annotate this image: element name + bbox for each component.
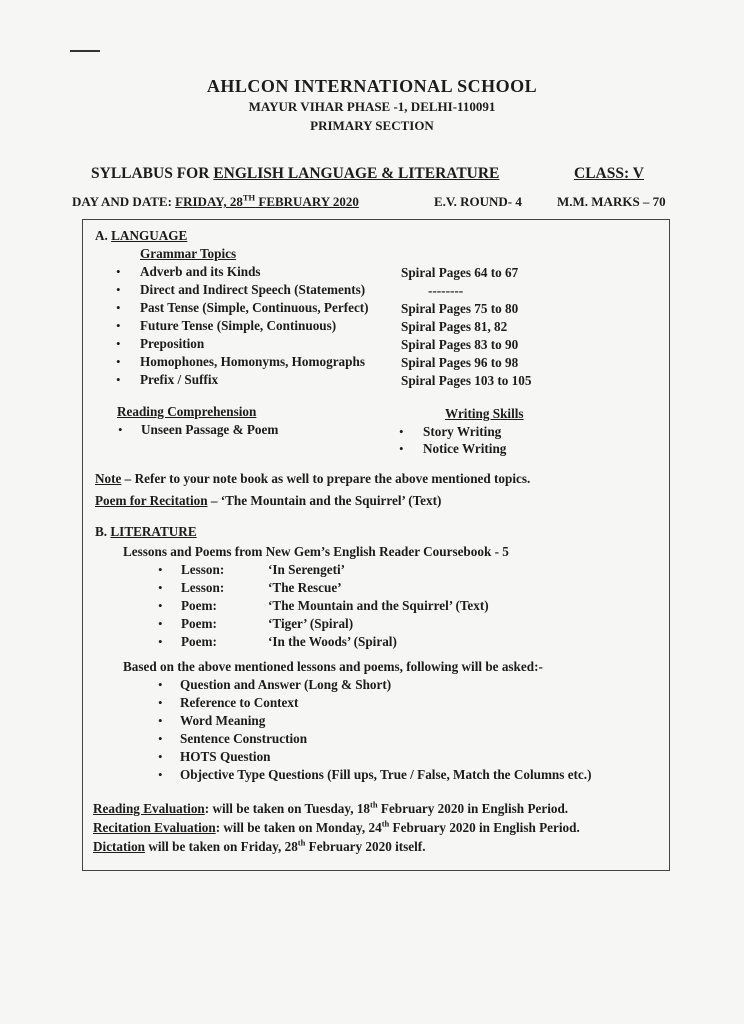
grammar-pages: -------- xyxy=(428,283,464,298)
literature-intro: Lessons and Poems from New Gem’s English Reader Coursebook - 5 xyxy=(123,544,509,559)
asked-intro: Based on the above mentioned lessons and poems, following will be asked:- xyxy=(123,659,543,674)
round-label: E.V. ROUND- 4 xyxy=(434,194,522,209)
literature-title: ‘The Mountain and the Squirrel’ (Text) xyxy=(268,598,489,613)
bullet: • xyxy=(399,441,404,456)
grammar-topic: Preposition xyxy=(140,336,205,351)
grammar-topic: Past Tense (Simple, Continuous, Perfect) xyxy=(140,300,369,315)
class-label: CLASS: V xyxy=(574,165,644,182)
date-line: DAY AND DATE: FRIDAY, 28TH FEBRUARY 2020 xyxy=(72,192,359,209)
bullet: • xyxy=(116,300,121,315)
max-marks: M.M. MARKS – 70 xyxy=(557,194,666,209)
bullet: • xyxy=(158,713,163,728)
writing-item: Story Writing xyxy=(423,424,502,439)
grammar-pages: Spiral Pages 64 to 67 xyxy=(401,265,519,280)
bullet: • xyxy=(116,282,121,297)
literature-type: Lesson: xyxy=(181,580,225,595)
syllabus-subject: ENGLISH LANGUAGE & LITERATURE xyxy=(213,165,500,182)
school-name: AHLCON INTERNATIONAL SCHOOL xyxy=(206,76,538,96)
grammar-pages: Spiral Pages 81, 82 xyxy=(401,319,508,334)
grammar-pages: Spiral Pages 103 to 105 xyxy=(401,373,532,388)
reading-heading: Reading Comprehension xyxy=(117,404,257,419)
literature-type: Poem: xyxy=(181,598,217,613)
asked-item: Objective Type Questions (Fill ups, True / False, Match the Columns etc.) xyxy=(180,767,592,782)
scan-mark xyxy=(70,50,100,52)
bullet: • xyxy=(399,424,404,439)
syllabus-title: SYLLABUS FOR ENGLISH LANGUAGE & LITERATURE xyxy=(91,165,500,182)
asked-item: HOTS Question xyxy=(180,749,271,764)
grammar-pages: Spiral Pages 83 to 90 xyxy=(401,337,519,352)
bullet: • xyxy=(116,372,121,387)
bullet: • xyxy=(116,318,121,333)
grammar-topic: Prefix / Suffix xyxy=(140,372,219,387)
bullet: • xyxy=(116,336,121,351)
literature-title: ‘In the Woods’ (Spiral) xyxy=(268,634,397,649)
exam-date: FRIDAY, 28TH FEBRUARY 2020 xyxy=(175,192,359,209)
bullet: • xyxy=(116,354,121,369)
literature-title: ‘In Serengeti’ xyxy=(268,562,346,577)
bullet: • xyxy=(158,598,163,613)
reading-item: Unseen Passage & Poem xyxy=(141,422,279,437)
asked-item: Question and Answer (Long & Short) xyxy=(180,677,392,692)
asked-item: Sentence Construction xyxy=(180,731,308,746)
writing-heading: Writing Skills xyxy=(445,406,524,421)
grammar-topic: Direct and Indirect Speech (Statements) xyxy=(140,282,366,297)
writing-item: Notice Writing xyxy=(423,441,507,456)
syllabus-box xyxy=(82,219,670,871)
bullet: • xyxy=(158,749,163,764)
literature-title: ‘Tiger’ (Spiral) xyxy=(268,616,354,631)
literature-type: Poem: xyxy=(181,616,217,631)
literature-type: Poem: xyxy=(181,634,217,649)
dictation-evaluation: Dictation will be taken on Friday, 28th February 2020 itself. xyxy=(93,837,426,854)
asked-item: Reference to Context xyxy=(180,695,299,710)
bullet: • xyxy=(158,677,163,692)
literature-title: ‘The Rescue’ xyxy=(268,580,342,595)
bullet: • xyxy=(158,580,163,595)
literature-type: Lesson: xyxy=(181,562,225,577)
bullet: • xyxy=(158,562,163,577)
note-line: Note – Refer to your note book as well to prepare the above mentioned topics. xyxy=(95,471,531,486)
bullet: • xyxy=(158,616,163,631)
grammar-heading: Grammar Topics xyxy=(140,246,237,261)
bullet: • xyxy=(158,767,163,782)
bullet: • xyxy=(118,422,123,437)
poem-recitation-line: Poem for Recitation – ‘The Mountain and the Squirrel’ (Text) xyxy=(95,493,442,508)
grammar-topic: Future Tense (Simple, Continuous) xyxy=(140,318,337,333)
language-heading: A. LANGUAGE xyxy=(95,228,188,243)
recitation-evaluation: Recitation Evaluation: will be taken on Monday, 24th February 2020 in English Period. xyxy=(93,818,580,835)
literature-heading: B. LITERATURE xyxy=(95,524,197,539)
bullet: • xyxy=(158,695,163,710)
school-section: PRIMARY SECTION xyxy=(310,118,434,133)
grammar-topic: Homophones, Homonyms, Homographs xyxy=(140,354,365,369)
reading-evaluation: Reading Evaluation: will be taken on Tuesday, 18th February 2020 in English Period. xyxy=(93,799,569,816)
bullet: • xyxy=(158,731,163,746)
grammar-pages: Spiral Pages 75 to 80 xyxy=(401,301,519,316)
grammar-topic: Adverb and its Kinds xyxy=(140,264,261,279)
bullet: • xyxy=(116,264,121,279)
grammar-pages: Spiral Pages 96 to 98 xyxy=(401,355,519,370)
asked-item: Word Meaning xyxy=(180,713,266,728)
school-address: MAYUR VIHAR PHASE -1, DELHI-110091 xyxy=(248,99,496,114)
bullet: • xyxy=(158,634,163,649)
